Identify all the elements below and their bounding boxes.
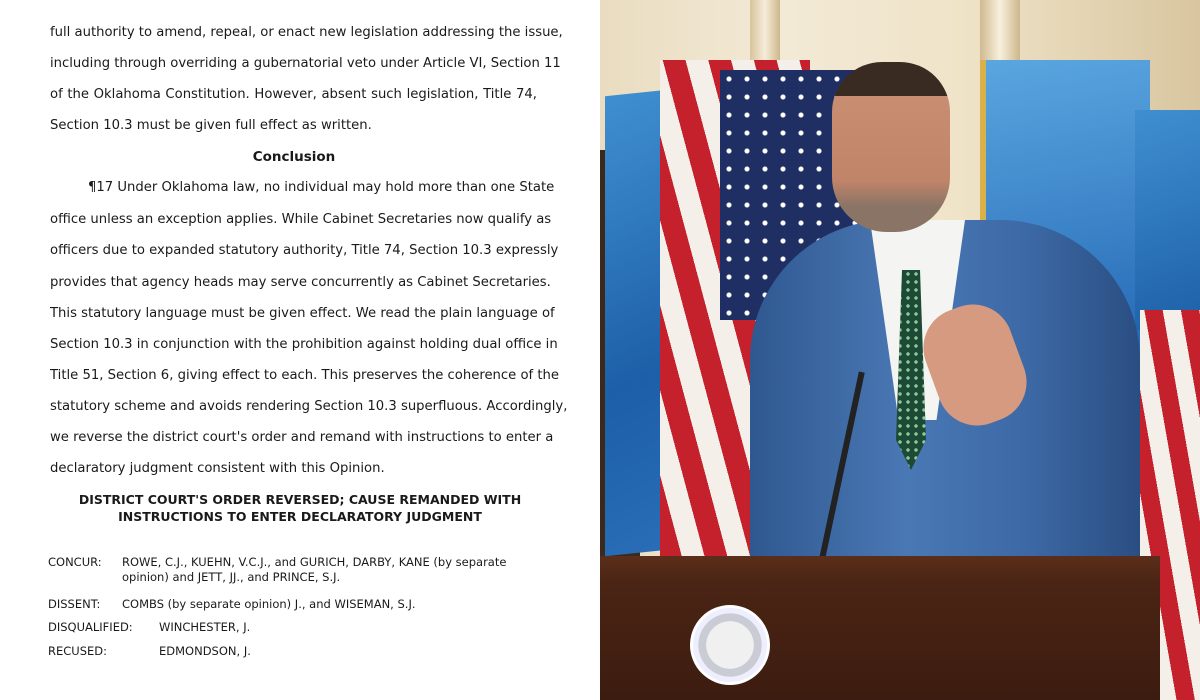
- head: [832, 62, 950, 232]
- vote-label-dissent: DISSENT:: [48, 597, 101, 611]
- podium: [600, 556, 1160, 700]
- vote-value: EDMONDSON, J.: [159, 644, 251, 658]
- text-line: officers due to expanded statutory authority, Title 74, Section 10.3 expressly: [50, 243, 559, 258]
- text-line: of the Oklahoma Constitution. However, absent such legislation, Title 74,: [50, 87, 537, 102]
- text-line: full authority to amend, repeal, or enact new legislation addressing the issue,: [50, 25, 563, 40]
- oklahoma-flag: [1135, 110, 1200, 330]
- state-seal: [690, 605, 770, 685]
- text-line: declaratory judgment consistent with this Opinion.: [50, 461, 385, 476]
- press-conference-photo: [600, 0, 1200, 700]
- conclusion-heading: Conclusion: [252, 149, 336, 165]
- vote-label-disqualified: DISQUALIFIED:: [48, 620, 133, 634]
- text-line: Section 10.3 must be given full effect as written.: [50, 118, 372, 133]
- text-line: we reverse the district court's order and remand with instructions to enter a: [50, 430, 554, 445]
- text-line: Title 51, Section 6, giving effect to each. This preserves the coherence of the: [50, 368, 560, 383]
- vote-value: WINCHESTER, J.: [159, 620, 251, 634]
- text-line: statutory scheme and avoids rendering Section 10.3 superfluous. Accordingly,: [50, 399, 568, 414]
- text-line: office unless an exception applies. While Cabinet Secretaries now qualify as: [50, 212, 552, 227]
- text-line: ¶17 Under Oklahoma law, no individual may hold more than one State: [88, 180, 555, 195]
- disposition-line: INSTRUCTIONS TO ENTER DECLARATORY JUDGMENT: [118, 509, 482, 524]
- disposition-line: DISTRICT COURT'S ORDER REVERSED; CAUSE REMANDED WITH: [78, 492, 522, 507]
- vote-value: ROWE, C.J., KUEHN, V.C.J., and GURICH, DARBY, KANE (by separate: [122, 555, 507, 569]
- vote-value: COMBS (by separate opinion) J., and WISEMAN, S.J.: [122, 597, 416, 611]
- vote-value: opinion) and JETT, JJ., and PRINCE, S.J.: [122, 570, 341, 584]
- text-line: provides that agency heads may serve concurrently as Cabinet Secretaries.: [50, 275, 551, 290]
- text-line: Section 10.3 in conjunction with the prohibition against holding dual office in: [50, 337, 558, 352]
- text-line: including through overriding a gubernatorial veto under Article VI, Section 11: [50, 56, 561, 71]
- vote-label-recused: RECUSED:: [48, 644, 107, 658]
- vote-label-concur: CONCUR:: [48, 555, 102, 569]
- text-line: This statutory language must be given effect. We read the plain language of: [50, 306, 555, 321]
